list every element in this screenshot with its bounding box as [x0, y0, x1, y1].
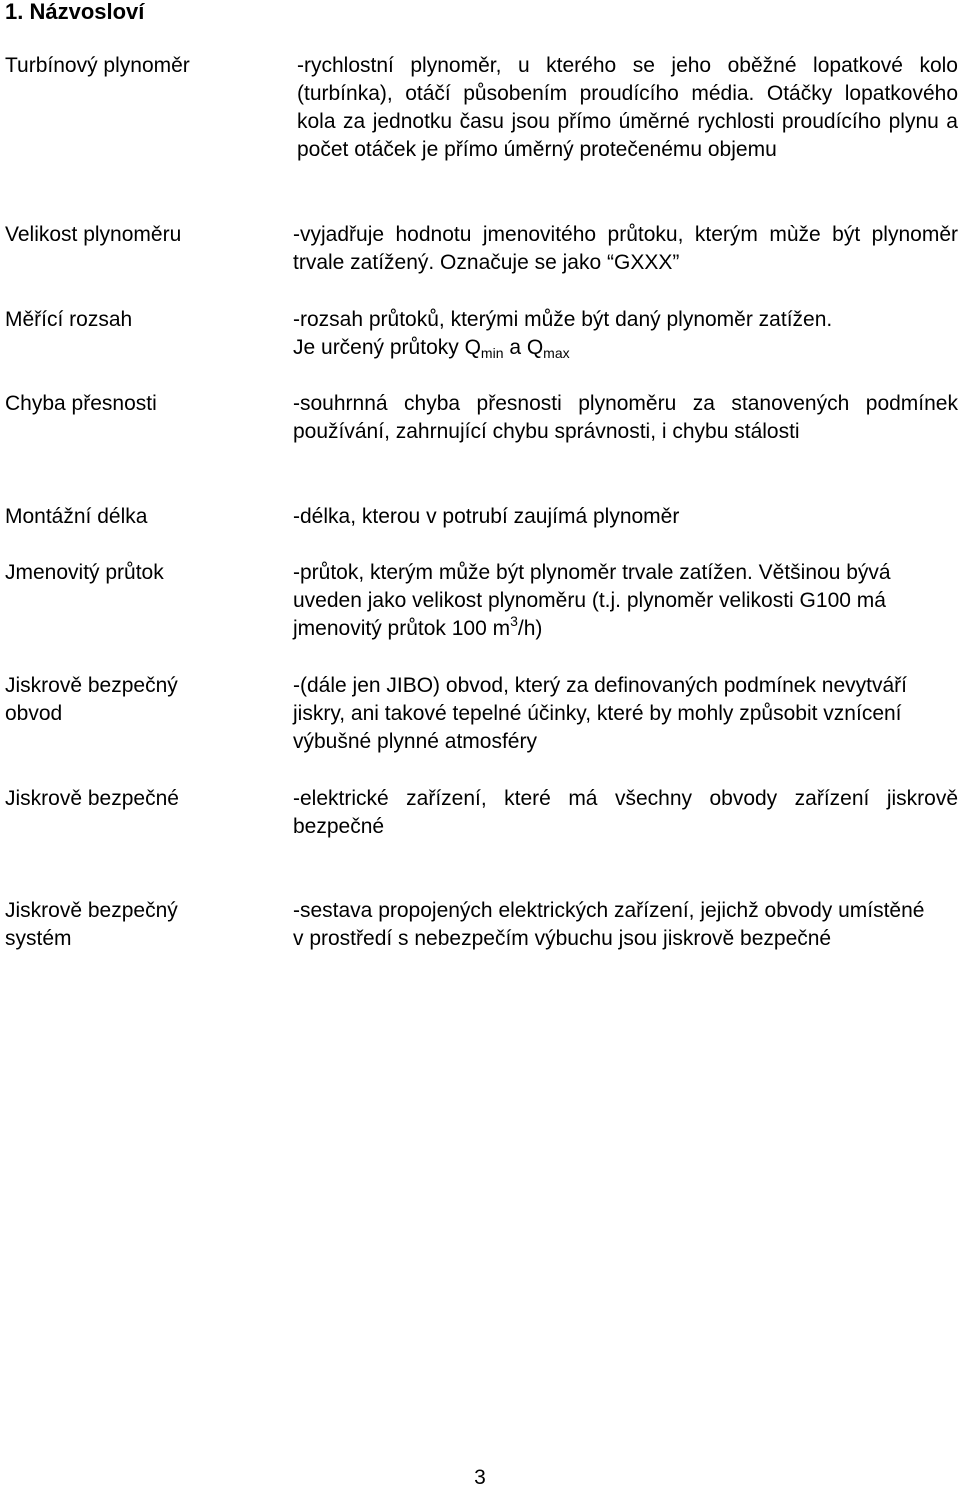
term-merici-rozsah: Měřící rozsah: [5, 308, 133, 331]
subscript-min: min: [480, 345, 504, 361]
definition-montazni-delka: -délka, kterou v potrubí zaujímá plynoměr: [293, 505, 680, 528]
section-heading: 1. Názvosloví: [5, 0, 145, 24]
term-jiskrove-bezpecny-system: Jiskrově bezpečný systém: [5, 899, 178, 950]
page-number: 3: [474, 1466, 486, 1489]
term-jiskrove-bezpecny-obvod: Jiskrově bezpečný obvod: [5, 674, 178, 725]
superscript-3: 3: [510, 613, 518, 629]
subscript-max: max: [543, 345, 570, 361]
term-jmenovity-prutok: Jmenovitý průtok: [5, 561, 164, 584]
definition-text: -průtok, kterým může být plynoměr trvale zatížen. Většinou bývá uveden jako velikost plynoměru (t.j. plynoměr velikosti G100 má jmenovitý průtok 100 m: [293, 561, 891, 640]
definition-text: Je určený průtoky Q: [293, 336, 481, 359]
definition-text: a Q: [503, 336, 544, 359]
definition-chyba-presnosti: -souhrnná chyba přesnosti plynoměru za stanovených podmínek používání, zahrnující chybu správnosti, i chybu stálosti: [293, 392, 958, 443]
definition-turbinovy-plynomer: -rychlostní plynoměr, u kterého se jeho oběžné lopatkové kolo (turbínka), otáčí působením proudícího média. Otáčky lopatkového kola za jednotku času jsou přímo úměrné rychlosti proudícího plynu a počet otáček je přímo úměrný protečenému objemu: [297, 54, 958, 161]
term-montazni-delka: Montážní délka: [5, 505, 148, 528]
term-velikost-plynomeru: Velikost plynoměru: [5, 223, 182, 246]
definition-merici-rozsah-line2: [293, 334, 958, 362]
definition-merici-rozsah: [293, 306, 958, 362]
term-chyba-presnosti: Chyba přesnosti: [5, 392, 157, 415]
definition-text: /h): [517, 617, 543, 640]
definition-merici-rozsah-line1: -rozsah průtoků, kterými může být daný plynoměr zatížen.: [293, 308, 833, 331]
definition-jiskrove-bezpecny-system: -sestava propojených elektrických zařízení, jejichž obvody umístěné v prostředí s nebezpečím výbuchu jsou jiskrově bezpečné: [293, 899, 925, 950]
definition-jiskrove-bezpecne: -elektrické zařízení, které má všechny obvody zařízení jiskrově bezpečné: [293, 787, 958, 838]
definition-jiskrove-bezpecny-obvod: -(dále jen JIBO) obvod, který za definovaných podmínek nevytváří jiskry, ani takové tepelné účinky, které by mohly způsobit vznícení výbušné plynné atmosféry: [293, 674, 907, 753]
definition-velikost-plynomeru: -vyjadřuje hodnotu jmenovitého průtoku, kterým mùže být plynoměr trvale zatížený. Označuje se jako “GXXX”: [293, 223, 958, 274]
term-turbinovy-plynomer: Turbínový plynoměr: [5, 54, 190, 77]
term-jiskrove-bezpecne: Jiskrově bezpečné: [5, 787, 179, 810]
definition-jmenovity-prutok: [293, 559, 958, 643]
